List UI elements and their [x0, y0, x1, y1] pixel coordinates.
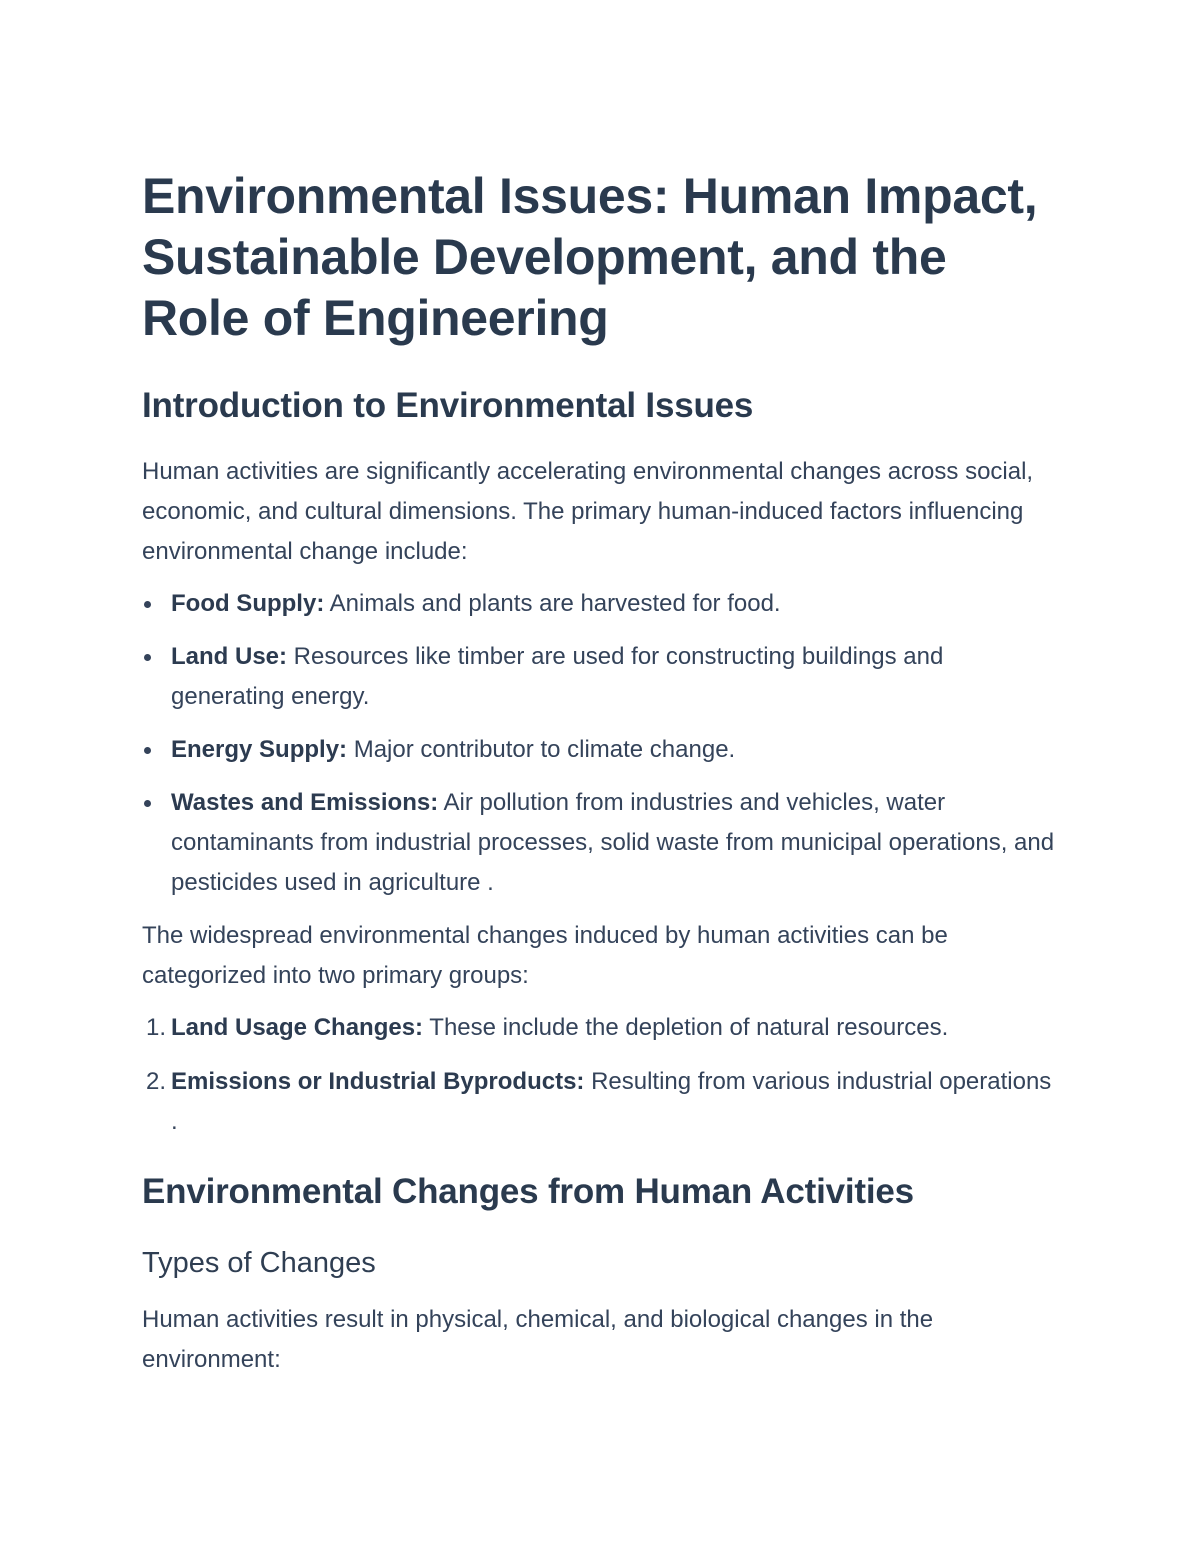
factor-text: Animals and plants are harvested for food.: [324, 590, 781, 617]
types-subheading: Types of Changes: [142, 1247, 376, 1279]
factors-list: [142, 584, 1062, 903]
document-title: Environmental Issues: Human Impact, Sustainable Development, and the Role of Engineering: [142, 168, 1038, 346]
bullet-icon: [144, 654, 151, 661]
list-item: [142, 783, 1062, 903]
factor-term: Wastes and Emissions:: [171, 789, 439, 816]
intro-heading: Introduction to Environmental Issues: [142, 386, 754, 425]
factor-text: Major contributor to climate change.: [347, 736, 736, 763]
list-number: 2.: [146, 1068, 167, 1095]
bullet-icon: [144, 601, 151, 608]
document-page: [142, 166, 1062, 1380]
group-text: Resulting from various industrial operations .: [171, 1068, 1052, 1135]
group-text: These include the depletion of natural resources.: [423, 1014, 949, 1041]
intro-paragraph: Human activities are significantly accelerating environmental changes across social, economic, and cultural dimensions. The primary human-induced factors influencing environmental change include:: [142, 458, 1034, 565]
bullet-icon: [144, 800, 151, 807]
list-item: [142, 1008, 1062, 1048]
list-item: [142, 1062, 1062, 1142]
group-term: Emissions or Industrial Byproducts:: [171, 1068, 585, 1095]
list-item: [142, 584, 1062, 624]
group-term: Land Usage Changes:: [171, 1014, 424, 1041]
factor-term: Land Use:: [171, 643, 288, 670]
list-item: [142, 730, 1062, 770]
changes-heading: Environmental Changes from Human Activities: [142, 1172, 914, 1211]
factor-term: Energy Supply:: [171, 736, 348, 763]
list-number: 1.: [146, 1014, 167, 1041]
factor-term: Food Supply:: [171, 590, 325, 617]
bullet-icon: [144, 747, 151, 754]
factor-text: Resources like timber are used for constructing buildings and generating energy.: [171, 643, 944, 710]
types-paragraph: Human activities result in physical, chemical, and biological changes in the environment:: [142, 1306, 934, 1373]
list-item: [142, 637, 1062, 717]
groups-paragraph: The widespread environmental changes induced by human activities can be categorized into two primary groups:: [142, 922, 948, 989]
factor-text: Air pollution from industries and vehicles, water contaminants from industrial processes, solid waste from municipal operations, and pesticides used in agriculture .: [171, 789, 1055, 896]
groups-list: [142, 1008, 1062, 1142]
